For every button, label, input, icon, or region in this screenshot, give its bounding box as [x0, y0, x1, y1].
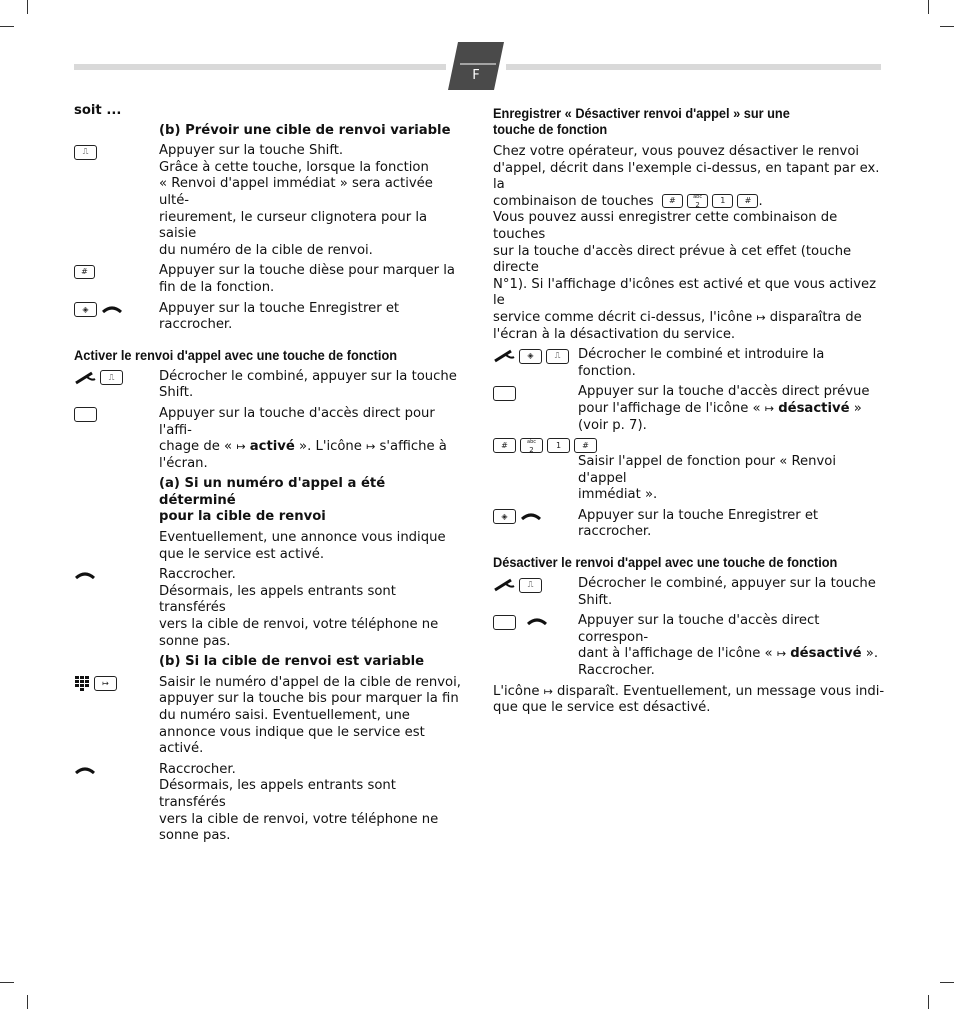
step-key-sequence: [493, 438, 885, 504]
keypad-icon: [74, 675, 90, 693]
step-text: Appuyer sur la touche dièse pour marquer la: [159, 263, 455, 279]
step-text: raccrocher.: [578, 524, 652, 540]
step-text: (voir p. 7).: [578, 417, 647, 433]
handset-onhook-icon: [74, 766, 96, 776]
step-text: Saisir l'appel de fonction pour « Renvoi d'appel: [578, 454, 837, 486]
step-text: Décrocher le combiné et introduire la fonction.: [578, 347, 825, 379]
step-text: Grâce à cette touche, lorsque la fonction: [159, 159, 429, 175]
step-direct-access: [493, 384, 885, 434]
one-key-icon: 1: [547, 438, 570, 453]
right-column: Enregistrer « Désactiver renvoi d'appel » sur une touche de fonction Chez votre opérateur, vous pouvez désactiver le renvoi d'appel, décrit dans l'exemple ci-dessus, en tapant par ex. la combinaison de touches # abc 2 1 # . Vous pouvez aussi enregistrer cette combinaison de touches sur la touche d'accès direct prévue à cet effet (touche directe N°1). Si l'affichage d'icônes est activé et que vous activez le service comme décrit ci-dessus, l'icône ↦ disparaîtra de l'écran à la désactivation du service. ◈ ⎍ Décrocher le combiné et introduire la fonction. Appuyer sur la touche d'accès direct prévue pour l'affichage de l'icône « ↦ désactivé » (voir p. 7). # abc 2 1 # Saisir l'appel de fonction pour « Renvoi d'appel immédiat ». ◈ Appuyer sur la touche Enregistrer et raccrocher. Désactiver le renvoi d'appel avec une touche de fonction ⎍ Décrocher le combiné, appuyer sur la touche Shift. Appuyer sur la touche d'accès direct correspon- dant à l'affichage de l'icône « ↦ désactivé ». Raccrocher. L'icône ↦ disparaît. Eventuellement, un message vous indi- que que le service est désactivé.: [493, 106, 885, 716]
step-text: »: [849, 400, 862, 416]
hash-key-icon: #: [662, 194, 683, 208]
step-text: Désormais, les appels entrants sont transférés: [159, 583, 396, 616]
step-text: sonne pas.: [159, 828, 231, 844]
step-shift: [74, 143, 466, 259]
body-text: N°1). Si l'affichage d'icônes est activé et que vous activez le: [493, 276, 877, 309]
step-text: appuyer sur la touche bis pour marquer la fin: [159, 691, 459, 707]
key-sublabel: abc: [693, 193, 703, 200]
body-text: sur la touche d'accès direct prévue à cet effet (touche directe: [493, 243, 852, 276]
redial-key-icon: ↦: [94, 676, 117, 691]
body-text: disparaîtra de: [765, 309, 862, 325]
crop-mark: [0, 26, 14, 27]
step-text: fin de la fonction.: [159, 279, 275, 295]
step-text: vers la cible de renvoi, votre téléphone ne: [159, 617, 439, 633]
body-text: combinaison de touches: [493, 193, 654, 209]
step-text: du numéro saisi. Eventuellement, une: [159, 708, 410, 723]
save-key-icon: ◈: [493, 509, 516, 524]
step-text: du numéro de la cible de renvoi.: [159, 242, 373, 258]
option-a-heading: (a) Si un numéro d'appel a été déterminé: [159, 476, 386, 508]
handset-onhook-icon: [520, 617, 548, 627]
section-heading-deactivate: Désactiver le renvoi d'appel avec une touche de fonction: [493, 555, 838, 572]
step-text: Eventuellement, une annonce vous indique: [159, 530, 446, 546]
body-text: service comme décrit ci-dessus, l'icône: [493, 309, 757, 325]
step-text: Décrocher le combiné, appuyer sur la touche: [159, 368, 457, 384]
step-hangup: [74, 567, 466, 650]
two-key-icon: [687, 194, 708, 208]
body-text: que que le service est désactivé.: [493, 700, 711, 716]
handset-offhook-icon: [493, 349, 515, 363]
step-text: l'écran.: [159, 455, 208, 471]
step-hangup: [74, 762, 466, 845]
status-deactivated: désactivé: [790, 646, 862, 662]
step-text: Raccrocher.: [159, 567, 236, 583]
step-save: [493, 508, 885, 541]
body-text: Vous pouvez aussi enregistrer cette combinaison de touches: [493, 210, 838, 242]
left-column: [74, 103, 466, 849]
shift-key-icon: ⎍: [546, 349, 569, 364]
step-text: Raccrocher.: [159, 761, 236, 777]
shift-key-icon: ⎍: [100, 370, 123, 385]
header-bar-right: [506, 64, 881, 70]
crop-mark: [928, 995, 929, 1009]
crop-mark: [940, 26, 954, 27]
step-enter-number: [74, 675, 466, 758]
step-text: ». L'icône: [294, 439, 367, 455]
direct-access-key-icon: [74, 407, 97, 422]
step-offhook-shift: [74, 369, 466, 402]
step-text: Appuyer sur la touche Enregistrer et: [159, 300, 400, 316]
section-heading-activate: Activer le renvoi d'appel avec une touche de fonction: [74, 347, 398, 364]
step-text: Appuyer sur la touche d'accès direct pour l'affi-: [159, 405, 435, 438]
handset-offhook-icon: [493, 578, 515, 592]
one-key-icon: 1: [712, 194, 733, 208]
call-forward-icon: ↦: [764, 401, 774, 415]
crop-mark: [940, 982, 954, 983]
step-hash: [74, 263, 466, 296]
step-text: Appuyer sur la touche d'accès direct correspon-: [578, 613, 820, 645]
body-text: l'écran à la désactivation du service.: [493, 326, 736, 342]
call-forward-icon: ↦: [236, 440, 246, 454]
crop-mark: [0, 982, 14, 983]
step-text: annonce vous indique que le service est activé.: [159, 724, 425, 757]
handset-offhook-icon: [74, 371, 96, 385]
step-text: Raccrocher.: [578, 663, 655, 679]
step-text: que le service est activé.: [159, 546, 325, 562]
step-text: Désormais, les appels entrants sont transférés: [159, 778, 396, 810]
step-text: Shift.: [578, 592, 613, 608]
shift-key-icon: ⎍: [74, 145, 97, 160]
intro-text: soit ...: [74, 103, 122, 118]
option-a-heading: pour la cible de renvoi: [159, 509, 326, 525]
body-text: Chez votre opérateur, vous pouvez désactiver le renvoi: [493, 144, 860, 159]
heading-line: Enregistrer « Désactiver renvoi d'appel » sur une: [493, 106, 790, 122]
step-offhook-shift: [493, 576, 885, 609]
step-text: vers la cible de renvoi, votre téléphone ne: [159, 811, 439, 827]
crop-mark: [928, 0, 929, 14]
step-text: Appuyer sur la touche Enregistrer et: [578, 507, 819, 523]
step-text: ».: [861, 646, 879, 662]
step-text: immédiat ».: [578, 487, 658, 503]
crop-mark: [27, 0, 28, 14]
key-label: 2: [529, 445, 534, 454]
option-b-heading: (b) Prévoir une cible de renvoi variable: [159, 122, 451, 138]
two-key-icon: [520, 438, 543, 453]
crop-mark: [27, 995, 28, 1009]
step-text: raccrocher.: [159, 317, 233, 333]
step-text: « Renvoi d'appel immédiat » sera activée ulté-: [159, 176, 433, 208]
hash-key-icon: #: [493, 438, 516, 453]
step-text: rieurement, le curseur clignotera pour la saisie: [159, 209, 428, 242]
body-text: L'icône: [493, 683, 544, 699]
hash-key-icon: #: [737, 194, 758, 208]
step-offhook-save-shift: [493, 347, 885, 380]
step-text: Appuyer sur la touche d'accès direct prévue: [578, 384, 870, 400]
status-activated: activé: [249, 439, 295, 455]
tab-letter: F: [472, 68, 480, 83]
body-text: disparaît. Eventuellement, un message vous indi-: [552, 683, 885, 699]
handset-onhook-icon: [520, 512, 542, 522]
status-deactivated: désactivé: [778, 400, 850, 416]
heading-line: touche de fonction: [493, 122, 608, 138]
step-text: Décrocher le combiné, appuyer sur la touche: [578, 576, 876, 592]
body-text: d'appel, décrit dans l'exemple ci-dessus, en tapant par ex. la: [493, 160, 880, 193]
direct-access-key-icon: [493, 615, 516, 630]
step-save: [74, 301, 466, 334]
step-text: s'affiche à: [375, 439, 447, 455]
direct-access-key-icon: [493, 386, 516, 401]
call-forward-icon: ↦: [366, 440, 376, 454]
step-text: Appuyer sur la touche Shift.: [159, 143, 344, 159]
save-key-icon: ◈: [519, 349, 542, 364]
step-text: Shift.: [159, 385, 194, 401]
step-direct-access: [74, 406, 466, 472]
hash-key-icon: #: [574, 438, 597, 453]
step-direct-access-hangup: [493, 613, 885, 679]
handset-onhook-icon: [74, 571, 96, 581]
header-bar-left: [74, 64, 446, 70]
step-text: sonne pas.: [159, 633, 231, 649]
step-text: pour l'affichage de l'icône «: [578, 400, 765, 416]
call-forward-icon: ↦: [776, 647, 787, 661]
step-text: chage de «: [159, 439, 237, 455]
option-b-heading: (b) Si la cible de renvoi est variable: [159, 654, 425, 670]
key-sublabel: abc: [527, 438, 536, 445]
hash-key-icon: #: [74, 265, 95, 279]
shift-key-icon: ⎍: [519, 578, 542, 593]
step-text: Saisir le numéro d'appel de la cible de renvoi,: [159, 674, 461, 690]
section-heading-save: [493, 106, 846, 138]
step-text: dant à l'affichage de l'icône «: [578, 646, 777, 662]
key-label: 2: [695, 200, 700, 209]
save-key-icon: ◈: [74, 302, 97, 317]
call-forward-icon: ↦: [756, 310, 766, 324]
handset-onhook-icon: [101, 305, 123, 315]
call-forward-icon: ↦: [543, 684, 553, 698]
